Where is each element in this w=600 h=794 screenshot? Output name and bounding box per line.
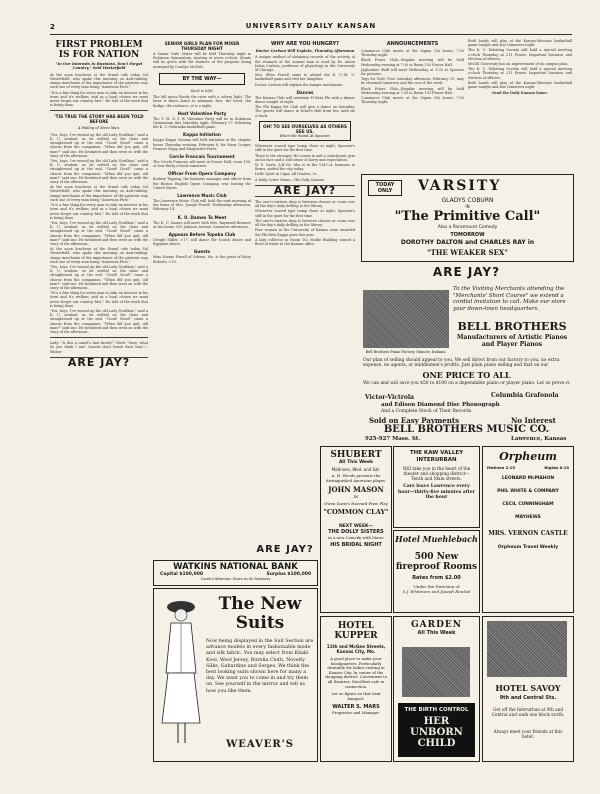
orpheum-act-2: PHIL WHITE & COMPANY <box>497 489 559 494</box>
garden-film-1: THE BIRTH CONTROL <box>404 707 469 713</box>
orpheum-act-5: MRS. VERNON CASTLE <box>488 530 568 537</box>
library-body-2: Whenever scared type bump there at night, Spooner's stiff in the quiet for the first time. <box>255 209 355 218</box>
divider <box>50 110 148 111</box>
shubert-next2: HIS BRIDAL NIGHT <box>330 542 382 549</box>
bell-city: Lawrence, Kansas <box>511 436 567 442</box>
shubert-player: JOHN MASON <box>328 485 384 495</box>
spooner-body-2: There is the stranger. He comes in and a cataclysmic grin on his face and a cold sense of hurry and expectation. <box>255 153 355 162</box>
story-body-cont: "Yes, boys, I've wound up the old Lady Nordlam," said a K. U. student, as he settled on the chair and straightened up at the end. "Good! Good!" came a chorus from the companion. "When did you quit, old man?" said one. He hesitated and then went on with the story of the afternoon. <box>50 159 148 185</box>
topeka-headline: Appears Before Topeka Club <box>168 232 236 238</box>
bell-subtitle: Manufacturers of Artistic Pianos and Player Pianos <box>456 334 568 348</box>
hungry-body-3: Doctor Carlson will explain the hunger mechanism. <box>255 82 344 87</box>
interurban-ad <box>393 446 480 528</box>
lead-headline: FIRST PROBLEM IS FOR NATION <box>55 40 143 60</box>
weavers-ad <box>153 588 318 762</box>
hungry-headline: WHY ARE YOU HUNGRY? <box>270 41 340 47</box>
garden-film-banner <box>398 703 475 757</box>
varsity-film: "The Primitive Call" <box>394 209 541 224</box>
orpheum-times <box>487 465 569 470</box>
cigar-ad: Little Sport in Cigar, All Dealers, 5c. <box>255 172 318 177</box>
bell-title: BELL BROTHERS <box>457 320 567 333</box>
garden-title: GARDEN <box>410 620 463 630</box>
orpheum-act-1: LEONARD McMAHON <box>501 476 555 481</box>
see-ourselves-title: OH! TO SEE OURSELVES AS OTHERS SEE US. <box>263 123 347 134</box>
watkins-tag: Careful Attention Given to All Business <box>200 577 271 581</box>
varsity-ad <box>361 174 574 262</box>
woman-suit-icon <box>158 593 204 753</box>
dames-headline: K. U. Dames To Meet <box>177 214 227 220</box>
weavers-title: The New Suits <box>218 594 302 633</box>
today-only-label: TODAY ONLY <box>368 180 402 196</box>
masthead-title: UNIVERSITY DAILY KANSAN <box>245 22 377 30</box>
savoy-building-photo <box>487 621 567 677</box>
announcement-5: Black Friars Club—Regular meeting will be held Wednesday evening at 7:30 in Room 103 Fraser Hall. <box>361 86 464 95</box>
shubert-ad <box>320 446 392 613</box>
garden-week: All This Week <box>417 630 456 636</box>
watkins-surplus: Surplus $100,000 <box>266 572 311 577</box>
orpheum-act-4: MAYHEWS <box>515 515 541 520</box>
muehlebach-title: Hotel Muehlebach <box>395 534 478 544</box>
page-number: 2 <box>50 23 56 31</box>
no-interest: No Interest <box>511 416 556 425</box>
factory-caption: Bell Brothers Piano Factory, Muncie, Indiana. <box>365 350 447 354</box>
hotel-savoy-ad <box>482 616 574 762</box>
kupper-title: HOTEL KUPPER <box>334 621 378 641</box>
bell-footer-name: BELL BROTHERS MUSIC CO. <box>383 424 550 435</box>
orpheum-title: Orpheum <box>499 450 557 463</box>
kupper-role: Proprietor and Manager. <box>332 710 380 716</box>
column-2 <box>153 38 251 558</box>
bell-address: 925-927 Mass. St. <box>365 436 421 442</box>
garden-film-2: HER UNBORN CHILD <box>410 716 463 749</box>
cercle-body: The Cercle Francais will meet in Fraser Hall, room 109, at four-thirty o'clock tomorrow. <box>153 160 251 169</box>
garden-ad <box>393 616 480 762</box>
shubert-play: "COMMON CLAY" <box>323 508 389 517</box>
mcgill-body-2: The K. U. Debating Society will hold a special meeting o'clock Thursday at 211 Fraser. Important business and election of officers. <box>468 67 572 80</box>
lead-subhead: "In Our Interests In Business, Don't Forget Country," Said Westerfield <box>55 62 143 71</box>
announcement-6: Commerce Club meets at the Sigma Chi house, 7:30 Thursday night. <box>361 96 464 105</box>
valentine-body: The Y. M. & Y. W. Valentine Party will be in Robinson Gymnasium this Saturday night, February 17, following the K. U.-Nebraska basketball game. <box>153 116 251 130</box>
kappa-headline: Kappa Initiation <box>183 132 221 138</box>
story-body-cont-2: At the noon luncheon at the Grand cafe today Sol Westerfield, who spoke this morning on Anti-trading-stamp merchants of the importance of the patriotic way each one of every man being "American First." <box>50 185 148 202</box>
interurban-body: Will take you in the heart of the theater and shopping district—Tenth and Main streets. <box>402 466 471 481</box>
varsity-title: VARSITY <box>418 178 502 194</box>
tagline: A Daily Letter Home—The Daily Kansan. <box>255 177 325 182</box>
varsity-tomorrow-film: "THE WEAKER SEX" <box>426 248 508 257</box>
column-4 <box>361 38 464 170</box>
bell-intro: To the Visiting Merchants attending the "Merchants' Short Course" we extend a cordial invitation to call. Make our store your down-town headquarters. <box>453 286 566 312</box>
brand-columbia: Columbia Grafonola <box>491 392 559 399</box>
shubert-next1-sub: in a new Comedy with Music <box>328 535 384 541</box>
announcement-3: Jayhawker Staff will meet Wednesday at 1:30 at Spooner for pictures. <box>361 67 464 77</box>
library-body-3: The one-to-sixteen drop is between classes or cram over all the day's daily drilling in the library. <box>255 218 355 228</box>
shubert-presents: A. H. Woods presents the distinguished American player, <box>326 473 386 483</box>
savoy-title: HOTEL SAVOY <box>495 683 561 693</box>
announcements-headline: ANNOUNCEMENTS <box>386 41 439 47</box>
davis-body: W. E. Davis, A.B.'06, who is in the Y.M.C.A. business in Burns, visited the city today. <box>255 163 355 172</box>
varsity-tomorrow-label: TOMORROW <box>450 232 485 238</box>
mcgill-body-3: Both bands will play at the Kansas-Missouri basketball game tonight and also tomorrow night. <box>468 80 572 90</box>
senior-mixer-body: A Senior Girls' Mixer will be held Thursday night in Robinson Gymnasium, starting at seven o'clock. Stunts will be given with the features of the program being arranged by Carolyn McNutt. <box>153 52 251 69</box>
bands-body: Both bands will play at the Kansas-Missouri basketball game tonight and also tomorrow night. <box>468 39 572 48</box>
dames-body: The K. U. Dames will meet with Mrs. Raymond Brenner at her home, 925 Johnson Avenue, tomorrow afternoon. <box>153 220 251 229</box>
weavers-store: WEAVER'S <box>226 739 294 750</box>
by-the-way-body: The fall moon floods the river with a silvery light. The lover is there—hand so adamant, free; the loved, the bridge, the radiance—it is a night. <box>153 95 251 108</box>
column-1 <box>50 38 148 760</box>
story-body-cont-5: At the noon luncheon at the Grand cafe today Sol Westerfield, who spoke this morning on Anti-trading-stamp merchants of the importance of the patriotic way each one of every man being "American First." <box>50 247 148 264</box>
story-body-cont-3: "It is a fine thing for every man to take an interest in his town and it's welfare, and as a loyal citizen we must never forget our country first." He told of the work that is being done. <box>50 203 148 220</box>
orpheum-matinee: Matinee 2:15 <box>487 465 516 470</box>
see-ourselves-sub: When We Stand At Spooner. <box>279 133 331 138</box>
collector-body: A lady collector in Room 102 Mollie Building caused a flood of water in the Kansan office. <box>255 237 355 246</box>
story-body: "Yes, boys, I've wound up the old Lady Nordlam," said a K. U. student, as he settled on the chair and straightened up at the end. "Good! Good!" came a chorus from the companion. "When did you quit, old man?" said one. He hesitated and then went on with the story of the afternoon. <box>50 132 148 158</box>
lead-body-2: "It is a fine thing for every man to take an interest in his town and it's welfare, and as a loyal citizen we must never forget our country first." He told of the work that is being done. <box>50 90 148 108</box>
shubert-in: IN <box>353 494 359 500</box>
savoy-address: 9th and Central Sts. <box>499 695 557 701</box>
shubert-week: All This Week <box>338 460 374 465</box>
library-body: The one-to-sixteen drop is between classes or cram over all the day's daily drilling in the library. <box>255 200 355 209</box>
music-club-headline: Lawrence Music Club <box>177 193 227 199</box>
kupper-offer: Let us figure on that next banquet. <box>331 691 381 701</box>
joke-footer: Lady: "Is this a camel's hair brush?" Clerk: "Sure, what do you think I am? Camels don't brush their hair."—Widow <box>50 341 148 354</box>
opera-body: Rodney Topping, the business manager and officer from the Boston English Opera Company, was touring the United States. <box>153 177 251 190</box>
announcement-1: Commerce Club meets at the Sigma Chi house, 7:30 Thursday night. <box>361 49 464 58</box>
watkins-capital: Capital $100,000 <box>160 572 204 577</box>
opera-headline: Officer From Opera Company <box>167 171 237 177</box>
kupper-body: A good place to make your headquarters. Particularly desirable for ladies visiting in Kansas City. In center of the shopping district. Convenient to all theatres. Excellent cafe in connection. <box>325 656 387 689</box>
interurban-body-2: Cars leave Lawrence every hour—thirty-five minutes after the hour <box>398 484 475 500</box>
savoy-body-2: Always meet your friends at this hotel. <box>493 729 563 739</box>
kappa-body: Kappa Kappa Gamma will hold initiation at the chapter house Thursday evening, February 8, for Mary Cooper, Frances Gripp and Marguerite Forer. <box>153 138 251 151</box>
bell-brothers-ad <box>361 282 572 442</box>
hotel-kupper-ad <box>320 616 392 762</box>
masthead <box>50 22 572 35</box>
story-body-cont-6: "Yes, boys, I've wound up the old Lady Nordlam," said a K. U. student, as he settled on the chair and straightened up at the end. "Good! Good!" came a chorus from the companion. "When did you quit, old man?" said one. He hesitated and then went on with the story of the afternoon. <box>50 264 148 290</box>
lead-body: At the noon luncheon at the Grand cafe today Sol Westerfield, who spoke this morning on Anti-trading-stamp merchants of the importance of the patriotic way each one of every man being "American First." <box>50 72 148 90</box>
varsity-tomorrow-stars: DOROTHY DALTON and CHARLES RAY in <box>400 239 535 246</box>
orpheum-act-6: Orpheum Travel Weekly <box>497 545 559 550</box>
easy-payments: Sold on Easy Payments <box>369 416 460 425</box>
shubert-next1: THE DOLLY SISTERS <box>328 529 384 536</box>
story-body-cont-8: "Yes, boys, I've wound up the old Lady Nordlam," said a K. U. student, as he settled on the chair and straightened up at the end. "Good! Good!" came a chorus from the companion. "When did you quit, old man?" said one. He hesitated and then went on with the story of the afternoon. <box>50 308 148 334</box>
are-jay-banner: ARE JAY? <box>273 183 337 197</box>
story-headline: 'TIS TRUE THE STORY HAS BEEN TOLD BEFORE <box>54 114 144 125</box>
dances-body: The Kansas Club will entertain Pi Beta Phi with a dinner dance tonight at eight. <box>255 95 355 105</box>
see-ourselves-box <box>259 121 351 141</box>
hungry-body-2: Mrs. Ellen Powell came to attend the K. U.-M. U. basketball game and visit her daughter. <box>255 73 355 82</box>
are-jay-banner-mid: ARE JAY? <box>256 544 314 555</box>
by-the-way-box: BY THE WAY— <box>159 73 245 85</box>
muehlebach-ad <box>393 530 480 613</box>
shubert-play-by: Owen Davis's Harvard Prize Play <box>324 501 388 507</box>
bell-body: Our plan of selling should appeal to you. We sell direct from our factory to you, no extra expense, no agents, or middlemen's profits. Just plain piano selling and that on our <box>363 358 560 369</box>
garden-film-photo <box>402 647 470 697</box>
such-is-life: Such is Life! <box>190 88 214 93</box>
mcgill-body: McGill University has an improvement of its campus plan. <box>468 62 568 67</box>
guests-headline: Guests <box>193 249 211 255</box>
story-body-cont-7: "It is a fine thing for every man to take an interest in his town and it's welfare, and as a loyal citizen we must never forget our country first." He told of the work that is being done. <box>50 291 148 308</box>
muehlebach-owners: S.J. Whitmore and Joseph Reichel <box>402 589 471 594</box>
music-club-body: The Lawrence Music Club will hold the next meeting at the home of Mrs. Joseph Powell, Wednesday afternoon, February 14. <box>153 199 251 212</box>
varsity-in: IN <box>465 204 470 209</box>
announcement-2: Black Friars Club—Regular meeting will be held Wednesday evening at 7:30 in Room 103 Fraser Hall. <box>361 58 464 67</box>
column-5 <box>468 38 572 170</box>
dances-body-2: The Phi Kappa Psi Club will give a dance on Saturday. The guests will dance in Eckel's Hall from two until six o'clock. <box>255 105 355 118</box>
suit-illustration <box>158 593 204 753</box>
hungry-body: A unique method of obtaining records of the activity of the stomach of the normal man is used by Dr. Anton Julius Carlson, professor of physiology in the University of Chicago. <box>255 55 355 73</box>
muehlebach-body: 500 New fireproof Rooms <box>395 552 478 572</box>
divider <box>50 337 148 338</box>
debate-body: The K. U. Debating Society will hold a special meeting o'clock Thursday at 211 Fraser. Important business and election of officers. <box>468 48 572 61</box>
varsity-studio: Also a Paramount Comedy <box>437 225 498 230</box>
hungry-subhead: Doctor Carlson Will Explain, Thursday Afternoon <box>255 49 355 53</box>
cercle-headline: Cercle Francais Tournament <box>169 154 235 160</box>
brand-records: And a Complete Stock of Their Records. <box>381 409 473 414</box>
newspaper-page <box>50 22 572 762</box>
watkins-title: WATKINS NATIONAL BANK <box>173 562 298 572</box>
kupper-address: 11th and McGee Streets, Kansas City, Mo. <box>326 644 386 654</box>
are-jay-banner-right: ARE JAY? <box>432 265 501 279</box>
dances-headline: Dances <box>296 89 314 95</box>
brand-edison: and Edison Diamond Disc Phonograph <box>381 402 500 408</box>
muehlebach-sub: Under the Direction of <box>413 584 460 589</box>
guests-body: Miss Norine Powell of Odessa, Mo. is the guest of Mary Roberts, c'19. <box>153 255 251 264</box>
interurban-title: THE KAW VALLEY INTERURBAN <box>409 450 464 463</box>
orpheum-nights: Nights 8:15 <box>544 465 569 470</box>
bell-body-2: We can and will save you $50 to $100 on a dependable piano or player piano. Let us prove it. <box>363 381 571 386</box>
send-home-tagline: Send the Daily Kansan home. <box>492 91 548 96</box>
are-jay-banner: ARE JAY? <box>67 355 131 369</box>
kupper-manager: WALTER S. MARS <box>332 704 380 711</box>
bell-one-price: ONE PRICE TO ALL <box>422 370 511 380</box>
varsity-star: GLADYS COBURN <box>441 197 494 204</box>
shubert-matinees: Matinees, Wed. and Sat. <box>331 467 381 472</box>
story-body-cont-4: "Yes, boys, I've wound up the old Lady Nordlam," said a K. U. student, as he settled on the chair and straightened up at the end. "Good! Good!" came a chorus from the companion. "When did you quit, old man?" said one. He hesitated and then went on with the story of the afternoon. <box>50 220 148 246</box>
story-subhead: A Failing of Mere Man. <box>77 126 121 131</box>
shubert-title: SHUBERT <box>330 450 382 460</box>
shubert-next-label: NEXT WEEK— <box>338 524 374 530</box>
muehlebach-rates: Rates from $2.00 <box>412 575 461 581</box>
brand-victrola: Victor-Victrola <box>365 394 415 401</box>
topeka-body: Dwight Miller, c'17, will dance the Scotch dance and Egyptian dance. <box>153 238 251 247</box>
valentine-headline: Host Valentine Party <box>177 110 227 116</box>
phibeta-body: Four women in the University of Kansas were awarded the Phi Beta Kappa prize this year. <box>255 228 355 237</box>
orpheum-act-3: CECIL CUNNINGHAM <box>502 502 554 507</box>
spooner-body: Whenever scared type bump there at night, Spooner's stiff in the quiet for the first time. <box>255 144 355 153</box>
senior-mixer-headline: SENIOR GIRLS PLAN FOR MIXER THURSDAY NIGHT <box>164 41 240 51</box>
watkins-bank-ad <box>153 560 318 586</box>
piano-factory-photo <box>363 290 449 348</box>
weavers-body: Now being displayed in the Suit Section are advance models in every fashionable mode and silk fabric. You may select from Khaki Kool, Wool Jersey, Burella Cloth, Novelty Silks, Gabardine and Serges. We think the best looking suits shown here for many a day. We want you to come in and try them on. See yourself in the mirror and tell us how you like them. <box>206 639 314 694</box>
orpheum-ad <box>482 446 574 613</box>
savoy-body: Get off the Interurban at 9th and Central and walk one block north. <box>491 707 565 717</box>
announcement-4: Tags for Girls' Free Saturday afternoon, February 10, may be obtained tomorrow and the rest of the week. <box>361 77 464 86</box>
